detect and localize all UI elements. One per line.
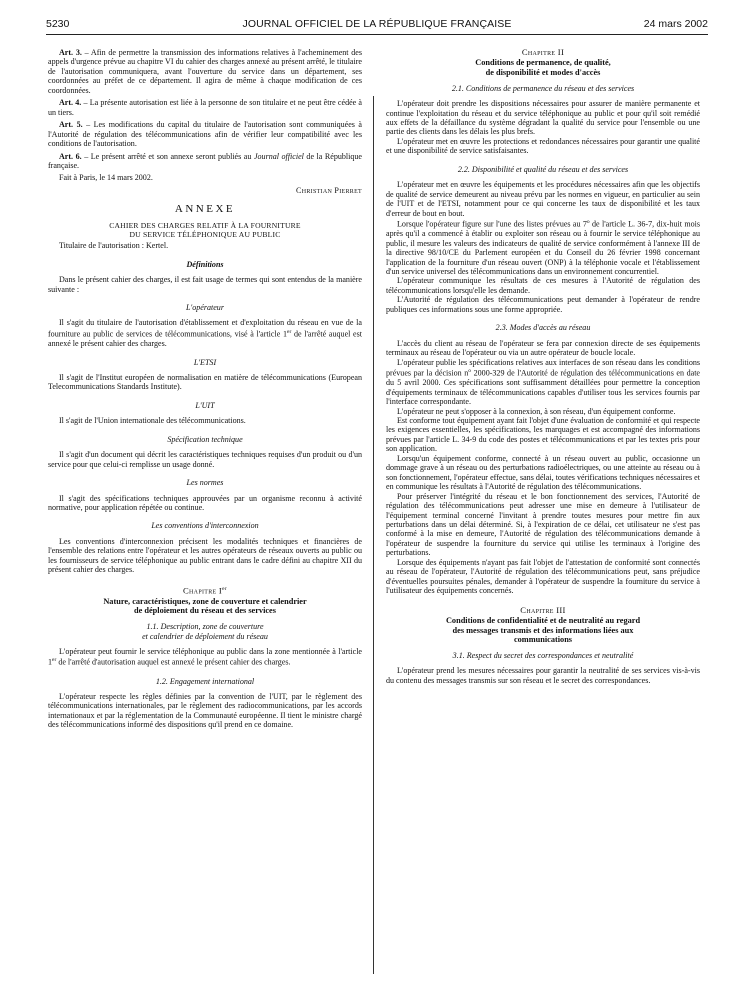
def-spec-heading: Spécification technique [167, 434, 243, 444]
header-rule [46, 34, 708, 35]
section-2-2-p2: Lorsque l'opérateur figure sur l'une des listes prévues au 7$^o$ de l'article L. 36-7, dix-huit mois après qu'il a commencé à établir ou exploiter son réseau ou à fournir le service téléphonique au public, il mesure les valeurs des indicateurs de qualité de service conformément à l'annexe III de la directive 98/10/CE du Parlement européen et du Conseil du 26 février 1998 concernant l'application de la fourniture d'un réseau ouvert (ONP) à la téléphonie vocale et l'établissement d'un service universel des télécommunications dans un environnement concurrentiel. [386, 219, 700, 277]
article-4: Art. 4. – La présente autorisation est liée à la personne de son titulaire et ne peut être cédée à un tiers. [48, 98, 363, 117]
section-2-2-p3: L'opérateur communique les résultats de ces mesures à l'Autorité de régulation des télécommunications lorsqu'elle les demande. [386, 276, 700, 295]
cahier-title-line-2: DU SERVICE TÉLÉPHONIQUE AU PUBLIC [129, 230, 281, 239]
chapter-3-title: Conditions de confidentialité et de neutralité au regard des messages transmis et des informations liées aux communications [445, 616, 641, 645]
section-2-2-p1: L'opérateur met en œuvre les équipements et les procédures nécessaires afin que les objectifs de qualité de service demeurent au niveau prévu par les normes en vigueur, en particulier au sein de l'UIT et de l'ETSI, notamment pour ce qui concerne les taux de disponibilité et les taux d'erreur de bout en bout. [386, 180, 700, 218]
def-etsi-text: Il s'agit de l'Institut européen de normalisation en matière de télécommunications (European Telecommunications Standards Institute). [48, 372, 362, 392]
section-2-2-p4: L'Autorité de régulation des télécommunications peut demander à l'opérateur de rendre publiques ces informations sous une forme appropriée. [386, 295, 700, 314]
section-2-3-p4: Est conforme tout équipement ayant fait l'objet d'une évaluation de conformité et qui respecte les exigences essentielles, les spécifications, les marquages et est accompagné des informations prévues par l'article L. 34-9 du code des postes et télécommunications et par les textes pris pour son application. [386, 416, 700, 454]
section-2-1-p1: L'opérateur doit prendre les dispositions nécessaires pour assurer de manière permanente et continue l'exploitation du réseau et du service téléphonique au public et pour qu'il soit remédié aux effets de la défaillance du système dégradant la qualité du service pour l'ensemble ou une partie des clients dans les délais les plus brefs. [386, 99, 700, 137]
section-2-3-p6: Pour préserver l'intégrité du réseau et le bon fonctionnement des services, l'Autorité de régulation des télécommunications peut adresser une mise en demeure à l'utilisateur de l'équipement terminal concerné l'invitant à prendre toutes mesures pour mettre fin aux perturbations dans un délai déterminé. Si, à l'expiration de ce délai, cet utilisateur ne s'est pas conformé à la mise en demeure, l'Autorité de régulation des télécommunications demande à l'opérateur de suspendre la fourniture du service qui utilise les terminaux à l'origine des perturbations. [386, 491, 700, 558]
def-normes-text: Il s'agit des spécifications techniques approuvées par un organisme reconnu à activité normative, pour application répétée ou continue. [48, 493, 362, 513]
definitions-heading: Définitions [186, 259, 224, 269]
section-2-3-p3: L'opérateur ne peut s'opposer à la connexion, à son réseau, d'un équipement conforme. [397, 406, 676, 416]
signature: Christian Pierret [296, 185, 362, 195]
def-uit-heading: L'UIT [195, 400, 215, 410]
section-3-1-p1: L'opérateur prend les mesures nécessaires pour garantir la neutralité de ses services vis-à-vis du contenu des messages transmis sur son réseau et le secret des correspondances. [386, 666, 700, 685]
def-conventions-text: Les conventions d'interconnexion précisent les modalités techniques et financières de l'ensemble des relations entre l'opérateur et les autres opérateurs de réseaux ouverts au public ou les fournisseurs de service téléphonique au public entrant dans le cadre défini au chapitre XII du présent cahier des charges. [48, 536, 362, 575]
def-spec-text: Il s'agit d'un document qui décrit les caractéristiques techniques requises d'un produit ou d'un service pour que celui-ci remplisse un usage donné. [48, 450, 362, 469]
def-uit-text: Il s'agit de l'Union internationale des télécommunications. [59, 416, 246, 426]
chapter-1-label: Chapitre Ier [183, 585, 227, 596]
cahier-title-line-1: CAHIER DES CHARGES RELATIF À LA FOURNITURE [109, 220, 301, 230]
article-6: Art. 6. – Le présent arrêté et son annexe seront publiés au Journal officiel de la République française. [48, 151, 362, 170]
definitions-intro: Dans le présent cahier des charges, il est fait usage de termes qui sont entendus de la manière suivante : [48, 275, 362, 294]
def-operateur-heading: L'opérateur [186, 303, 224, 313]
fait-a-paris: Fait à Paris, le 14 mars 2002. [59, 173, 153, 183]
section-1-2-text: L'opérateur respecte les règles définies par la convention de l'UIT, par le règlement des télécommunications internationales, par le règlement des radiocommunications, par les accords internationaux et par la réglementation de la Communauté européenne. Il tient le ministre chargé des télécommunications informé des dispositions qu'il prend en ce domaine. [48, 692, 362, 730]
def-normes-heading: Les normes [186, 478, 224, 488]
chapter-2-title: Conditions de permanence, de qualité, de disponibilité et modes d'accès [475, 58, 611, 78]
section-2-1-p2: L'opérateur met en œuvre les protections et redondances nécessaires pour garantir une qualité et une disponibilité de service satisfaisantes. [386, 136, 700, 156]
chapter-2-label: Chapitre II [521, 47, 565, 57]
section-3-1-heading: 3.1. Respect du secret des correspondances et neutralité [452, 650, 634, 660]
section-2-2-heading: 2.2. Disponibilité et qualité du réseau et des services [457, 164, 629, 174]
def-etsi-heading: L'ETSI [193, 357, 217, 367]
right-column [386, 48, 700, 685]
section-1-2-heading: 1.2. Engagement international [155, 676, 255, 686]
annexe-heading: ANNEXE [174, 203, 236, 216]
section-2-3-p1: L'accès du client au réseau de l'opérateur se fera par connexion directe de ses équipements terminaux au réseau de l'opérateur ou via un autre opérateur de boucle locale. [386, 338, 700, 358]
section-1-1-text: L'opérateur peut fournir le service téléphonique au public dans la zone mentionnée à l'article 1er de l'arrêté d'autorisation auquel est annexé le présent cahier des charges. [48, 646, 362, 668]
def-conventions-heading: Les conventions d'interconnexion [151, 521, 259, 531]
page-number: 5230 [46, 18, 70, 30]
left-column [48, 48, 362, 730]
section-2-3-p7: Lorsque des équipements n'ayant pas fait l'objet de l'attestation de conformité sont connectés au réseau de l'opérateur, l'Autorité de régulation des télécommunications peut, sans préjudice d'éventuelles poursuites pénales, demander à l'opérateur de suspendre la fourniture du service à l'utilisateur des équipements concernés. [386, 557, 700, 596]
section-2-3-p2: L'opérateur publie les spécifications relatives aux interfaces de son réseau dans les conditions prévues par la décision $n^o$ 2000-329 de l'Autorité de régulation des télécommunications en date du 5 avril 2000. Ces spécifications sont suffisamment détaillées pour permettre la conception d'équipements terminaux de télécommunications capables d'utiliser tous les services fournis par l'interface correspondante. [386, 357, 700, 407]
section-2-3-p5: Lorsqu'un équipement conforme, connecté à un réseau ouvert au public, occasionne un dommage grave à un réseau ou des perturbations radioélectriques, ou une atteinte au réseau ou à son fonctionnement, l'opérateur effectue, sans délai, toutes vérifications techniques nécessaires et en communique les résultats à l'Autorité de régulation des télécommunications. [386, 453, 700, 492]
publication-date: 24 mars 2002 [643, 18, 708, 30]
def-operateur-text: Il s'agit du titulaire de l'autorisation d'établissement et d'exploitation du réseau en vue de la fourniture au public de services de télécommunications, visé à l'article 1er de l'arrêté auquel est annexé le présent cahier des charges. [48, 318, 362, 349]
article-3: Art. 3. – Afin de permettre la transmission des informations relatives à l'acheminement des appels d'urgence prévue au chapitre VI du cahier des charges annexé au présent arrêté, le titulaire de l'autorisation communiquera, avant l'ouverture du service dans un département, ses coordonnées au préfet de ce département. Il agira de même à chaque modification de ces coordonnées. [48, 48, 363, 95]
article-5: Art. 5. – Les modifications du capital du titulaire de l'autorisation sont communiquées à l'Autorité de régulation des télécommunications afin de vérifier leur compatibilité avec les conditions de l'autorisation. [48, 120, 362, 149]
titulaire: Titulaire de l'autorisation : Kertel. [59, 241, 169, 251]
page-header [46, 18, 708, 34]
section-1-1-heading: 1.1. Description, zone de couverture et calendrier de déploiement du réseau [142, 622, 268, 641]
column-divider [373, 96, 374, 974]
chapter-3-label: Chapitre III [520, 604, 566, 615]
journal-title: JOURNAL OFFICIEL DE LA RÉPUBLIQUE FRANÇAISE [242, 18, 512, 30]
section-2-3-heading: 2.3. Modes d'accès au réseau [495, 323, 591, 333]
chapter-1-title: Nature, caractéristiques, zone de couverture et calendrier de déploiement du réseau et des services [103, 596, 307, 616]
section-2-1-heading: 2.1. Conditions de permanence du réseau et des services [451, 83, 635, 93]
